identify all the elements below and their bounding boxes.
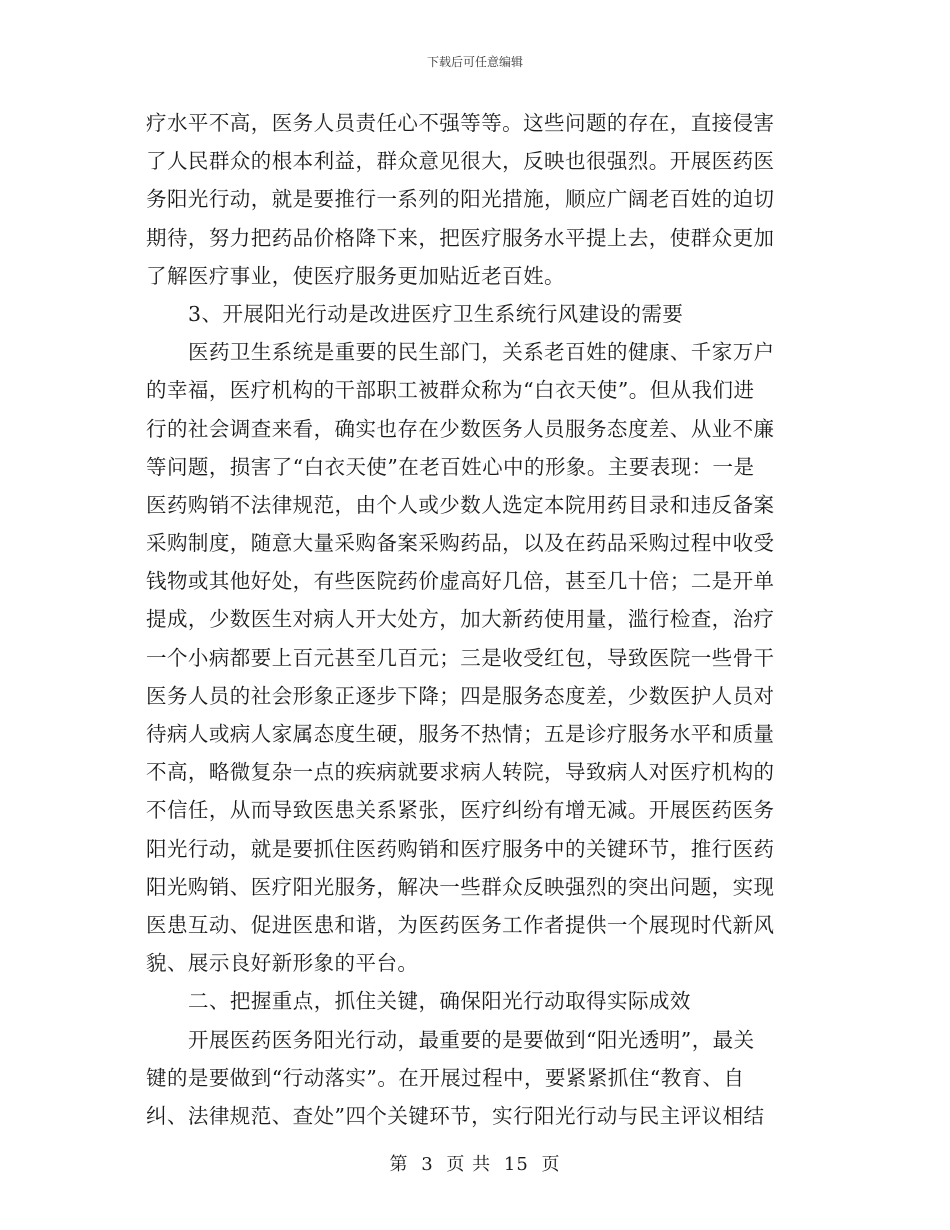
footer-page-number: 3	[421, 1154, 434, 1175]
text-line: 貌、展示良好新形象的平台。	[146, 951, 419, 976]
text-line: 待病人或病人家属态度生硬，服务不热情；五是诊疗服务水平和质量	[146, 722, 775, 746]
text-line: 开展医药医务阳光行动，最重要的是要做到“阳光透明”，最关	[188, 1027, 755, 1052]
text-line: 提成，少数医生对病人开大处方，加大新药使用量，滥行检查，治疗	[146, 607, 775, 632]
text-line: 行的社会调查来看，确实也存在少数医务人员服务态度差、从业不廉	[146, 416, 775, 441]
page-footer	[0, 1150, 950, 1176]
text-line: 阳光购销、医疗阳光服务，解决一些群众反映强烈的突出问题，实现	[146, 874, 775, 899]
text-line: 的幸福，医疗机构的干部职工被群众称为“白衣天使”。但从我们进	[146, 378, 755, 403]
text-line: 了人民群众的根本利益，群众意见很大，反映也很强烈。开展医药医	[146, 149, 775, 174]
text-line: 采购制度，随意大量采购备案采购药品，以及在药品采购过程中收受	[146, 531, 775, 556]
footer-suffix: 页	[541, 1154, 561, 1175]
text-line: 纠、法律规范、查处”四个关键环节，实行阳光行动与民主评议相结	[146, 1103, 765, 1128]
text-line: 医务人员的社会形象正逐步下降；四是服务态度差，少数医护人员对	[146, 683, 775, 708]
text-line: 键的是要做到“行动落实”。在开展过程中，要紧紧抓住“教育、自	[146, 1065, 745, 1090]
text-line: 务阳光行动，就是要推行一系列的阳光措施，顺应广阔老百姓的迫切	[146, 187, 775, 212]
footer-total-pages: 15	[503, 1154, 529, 1175]
text-line: 医患互动、促进医患和谐，为医药医务工作者提供一个展现时代新风	[146, 912, 775, 937]
text-line: 不信任，从而导致医患关系紧张，医疗纠纷有增无减。开展医药医务	[146, 798, 775, 823]
text-line: 二、把握重点，抓住关键，确保阳光行动取得实际成效	[188, 989, 691, 1014]
text-line: 了解医疗事业，使医疗服务更加贴近老百姓。	[146, 263, 565, 288]
text-line: 等问题，损害了“白衣天使”在老百姓心中的形象。主要表现：一是	[146, 454, 755, 479]
page-header: 下载后可任意编辑	[426, 55, 523, 69]
text-line: 3、开展阳光行动是改进医疗卫生系统行风建设的需要	[188, 301, 684, 326]
document-body	[146, 104, 802, 1135]
text-line: 钱物或其他好处，有些医院药价虚高好几倍，甚至几十倍；二是开单	[146, 569, 775, 594]
text-line: 医药卫生系统是重要的民生部门，关系老百姓的健康、千家万户	[188, 340, 775, 365]
text-line: 一个小病都要上百元甚至几百元；三是收受红包，导致医院一些骨干	[146, 645, 775, 670]
text-line: 医药购销不法律规范，由个人或少数人选定本院用药目录和违反备案	[146, 492, 775, 517]
footer-middle: 页 共	[446, 1154, 492, 1175]
text-line: 阳光行动，就是要抓住医药购销和医疗服务中的关键环节，推行医药	[146, 836, 775, 861]
footer-prefix: 第	[389, 1154, 409, 1175]
text-line: 疗水平不高，医务人员责任心不强等等。这些问题的存在，直接侵害	[146, 111, 775, 135]
text-line: 不高，略微复杂一点的疾病就要求病人转院，导致病人对医疗机构的	[146, 760, 775, 785]
text-line: 期待，努力把药品价格降下来，把医疗服务水平提上去，使群众更加	[146, 225, 775, 250]
